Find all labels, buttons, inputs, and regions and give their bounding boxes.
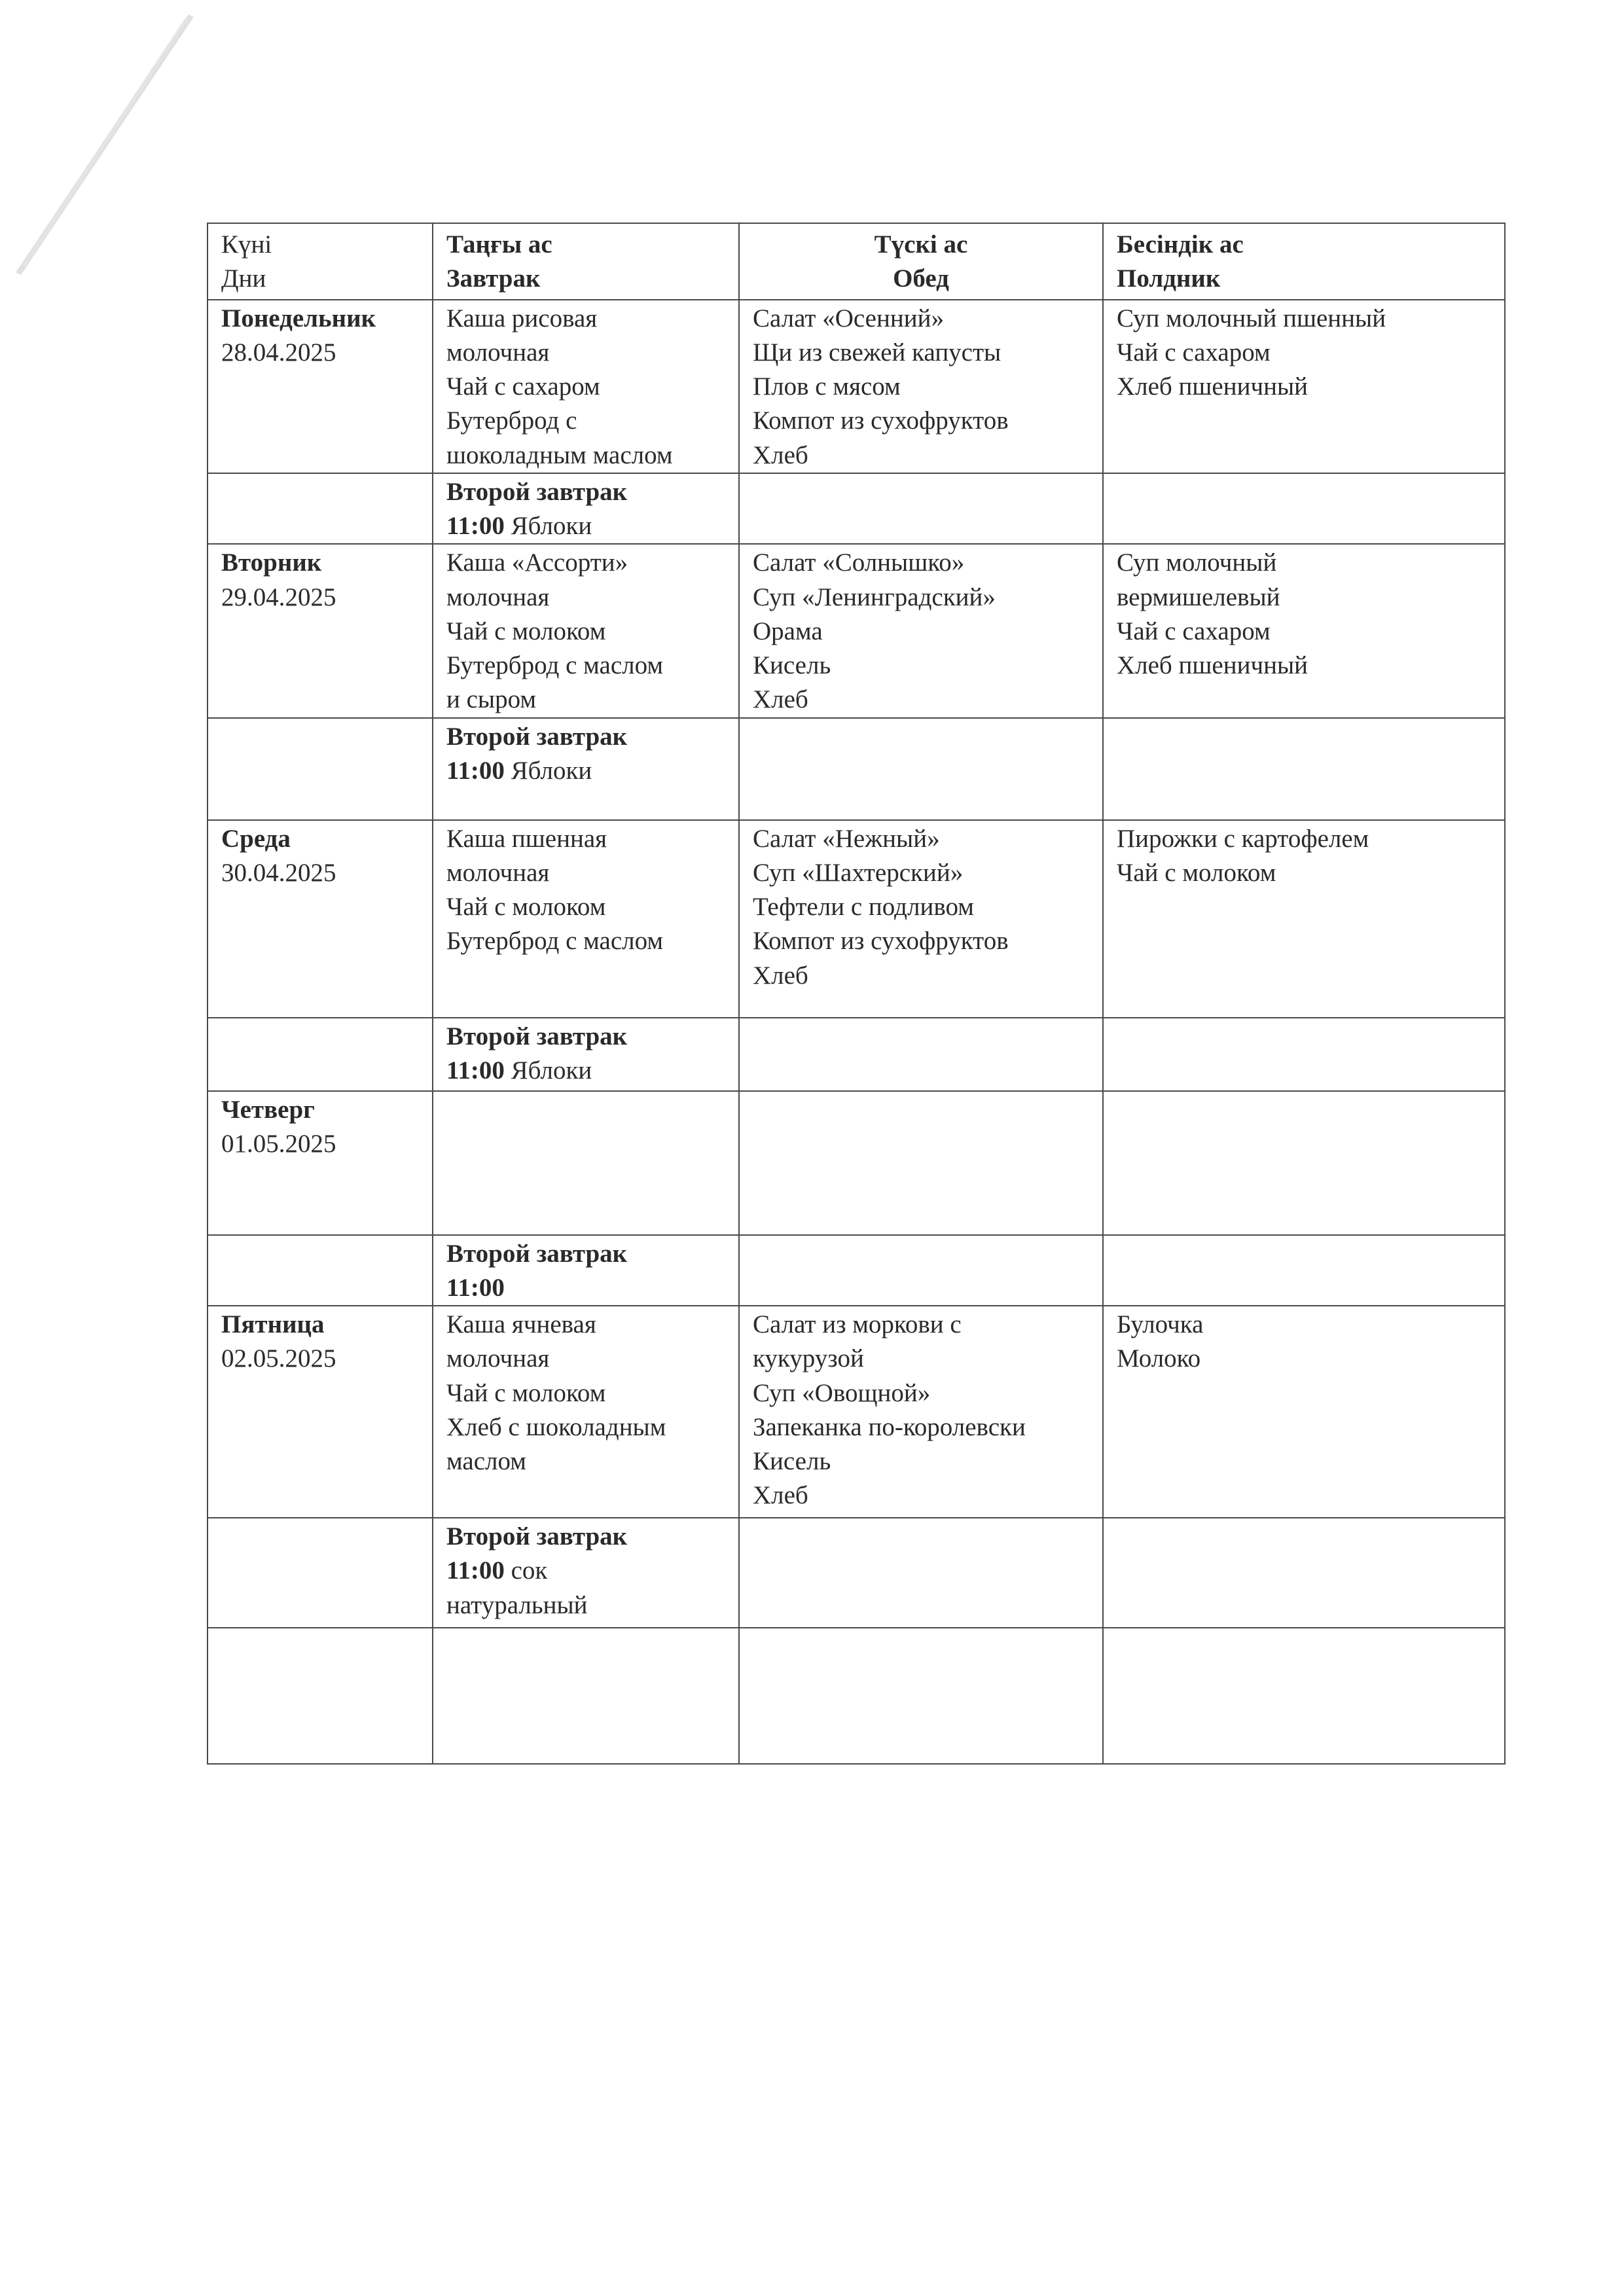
breakfast-item: маслом (446, 1447, 526, 1475)
day-cell (208, 544, 433, 717)
snack-item: Хлеб пшеничный (1117, 372, 1308, 401)
second-breakfast-cell (433, 718, 739, 820)
breakfast-item: молочная (446, 583, 550, 611)
second-breakfast-cell (433, 473, 739, 545)
breakfast-item: Каша пшенная (446, 824, 607, 853)
second-breakfast-row (208, 1018, 1505, 1091)
snack-cell (1103, 820, 1505, 1018)
empty-cell (739, 473, 1103, 545)
lunch-item: Щи из свежей капусты (753, 338, 1001, 367)
lunch-item: Суп «Овощной» (753, 1378, 931, 1407)
second-breakfast-label: Второй завтрак (446, 477, 628, 506)
second-breakfast-line (446, 1271, 725, 1305)
day-cell (208, 300, 433, 473)
second-breakfast-row (208, 473, 1505, 545)
empty-cell (739, 1018, 1103, 1091)
lunch-cell (739, 1306, 1103, 1518)
second-breakfast-time: 11:00 (446, 756, 505, 785)
day-name: Вторник (221, 548, 322, 577)
empty-cell (208, 1235, 433, 1306)
empty-cell (208, 473, 433, 545)
empty-cell (1103, 1235, 1505, 1306)
lunch-item: Компот из сухофруктов (753, 406, 1009, 435)
breakfast-item: Чай с сахаром (446, 372, 600, 401)
empty-row (208, 1628, 1505, 1764)
header-days: Күні Дни (208, 223, 433, 300)
snack-cell (1103, 1091, 1505, 1235)
lunch-item: Салат «Осенний» (753, 304, 944, 332)
breakfast-cell (433, 820, 739, 1018)
second-breakfast-item: Яблоки (511, 512, 592, 540)
breakfast-item: Бутерброд с маслом (446, 927, 664, 956)
second-breakfast-time: 11:00 (446, 1556, 505, 1585)
second-breakfast-item: Яблоки (511, 1056, 592, 1085)
breakfast-item: молочная (446, 858, 550, 887)
lunch-item: Плов с мясом (753, 372, 901, 401)
second-breakfast-label: Второй завтрак (446, 1239, 628, 1268)
second-breakfast-item: Яблоки (511, 756, 592, 785)
lunch-item: Хлеб (753, 961, 808, 990)
empty-cell (739, 1235, 1103, 1306)
second-breakfast-line (446, 1554, 725, 1588)
day-name: Среда (221, 824, 291, 853)
day-row (208, 544, 1505, 717)
breakfast-item: молочная (446, 1344, 550, 1373)
lunch-item: Салат «Солнышко» (753, 548, 965, 577)
scan-streak-mark (13, 13, 223, 288)
empty-cell (739, 718, 1103, 820)
second-breakfast-time: 11:00 (446, 1273, 505, 1302)
empty-cell (208, 1018, 433, 1091)
second-breakfast-line (446, 509, 725, 543)
empty-cell (739, 1518, 1103, 1628)
lunch-item: Компот из сухофруктов (753, 927, 1009, 956)
empty-cell (1103, 473, 1505, 545)
day-date: 30.04.2025 (221, 858, 336, 887)
breakfast-item: Чай с молоком (446, 617, 606, 645)
breakfast-item: и сыром (446, 685, 537, 714)
breakfast-cell (433, 300, 739, 473)
second-breakfast-cell (433, 1235, 739, 1306)
lunch-cell (739, 1091, 1103, 1235)
snack-item: Суп молочный (1117, 548, 1277, 577)
empty-cell (1103, 718, 1505, 820)
breakfast-item: шоколадным маслом (446, 440, 673, 469)
header-snack: Бесіндік ас Полдник (1103, 223, 1505, 300)
breakfast-cell (433, 544, 739, 717)
day-date: 02.05.2025 (221, 1344, 336, 1373)
breakfast-item: Хлеб с шоколадным (446, 1412, 666, 1441)
snack-item: вермишелевый (1117, 583, 1280, 611)
breakfast-cell (433, 1091, 739, 1235)
lunch-item: Орама (753, 617, 823, 645)
second-breakfast-line (446, 754, 725, 788)
breakfast-item: Чай с молоком (446, 893, 606, 921)
day-date: 28.04.2025 (221, 338, 336, 367)
header-row (208, 223, 1505, 300)
lunch-item: Тефтели с подливом (753, 893, 974, 921)
breakfast-item: Чай с молоком (446, 1378, 606, 1407)
days-body (208, 300, 1505, 1628)
second-breakfast-time: 11:00 (446, 512, 505, 540)
second-breakfast-time: 11:00 (446, 1056, 505, 1085)
second-breakfast-row (208, 718, 1505, 820)
breakfast-cell (433, 1306, 739, 1518)
day-cell (208, 1306, 433, 1518)
day-date: 29.04.2025 (221, 583, 336, 611)
empty-cell (208, 1628, 433, 1764)
second-breakfast-item-cont: натуральный (446, 1590, 588, 1619)
empty-cell (1103, 1628, 1505, 1764)
day-row (208, 1091, 1505, 1235)
lunch-item: Хлеб (753, 685, 808, 714)
snack-item: Булочка (1117, 1310, 1204, 1338)
second-breakfast-label: Второй завтрак (446, 722, 628, 751)
second-breakfast-label: Второй завтрак (446, 1522, 628, 1551)
day-row (208, 1306, 1505, 1518)
lunch-item: Салат из моркови с (753, 1310, 962, 1338)
empty-cell (208, 1518, 433, 1628)
day-row (208, 300, 1505, 473)
header-breakfast: Таңғы ас Завтрак (433, 223, 739, 300)
second-breakfast-item: сок (511, 1556, 548, 1585)
snack-item: Суп молочный пшенный (1117, 304, 1386, 332)
snack-item: Чай с молоком (1117, 858, 1276, 887)
empty-cell (433, 1628, 739, 1764)
lunch-item: Кисель (753, 1447, 831, 1475)
day-cell (208, 1091, 433, 1235)
empty-cell (1103, 1518, 1505, 1628)
day-name: Пятница (221, 1310, 325, 1338)
second-breakfast-row (208, 1518, 1505, 1628)
snack-item: Пирожки с картофелем (1117, 824, 1369, 853)
menu-table (207, 223, 1506, 1765)
second-breakfast-line (446, 1054, 725, 1088)
snack-cell (1103, 544, 1505, 717)
lunch-item: Кисель (753, 651, 831, 679)
snack-item: Молоко (1117, 1344, 1201, 1373)
day-date: 01.05.2025 (221, 1129, 336, 1158)
breakfast-item: Бутерброд с маслом (446, 651, 664, 679)
lunch-item: Салат «Нежный» (753, 824, 940, 853)
lunch-item: кукурузой (753, 1344, 864, 1373)
second-breakfast-cell (433, 1518, 739, 1628)
lunch-cell (739, 820, 1103, 1018)
day-cell (208, 820, 433, 1018)
breakfast-item: молочная (446, 338, 550, 367)
empty-cell (739, 1628, 1103, 1764)
day-name: Четверг (221, 1095, 315, 1124)
empty-cell (1103, 1018, 1505, 1091)
breakfast-item: Каша рисовая (446, 304, 598, 332)
second-breakfast-cell (433, 1018, 739, 1091)
second-breakfast-row (208, 1235, 1505, 1306)
lunch-cell (739, 544, 1103, 717)
lunch-item: Суп «Ленинградский» (753, 583, 996, 611)
lunch-item: Хлеб (753, 440, 808, 469)
snack-item: Хлеб пшеничный (1117, 651, 1308, 679)
day-row (208, 820, 1505, 1018)
lunch-cell (739, 300, 1103, 473)
snack-cell (1103, 1306, 1505, 1518)
breakfast-item: Каша ячневая (446, 1310, 596, 1338)
snack-item: Чай с сахаром (1117, 338, 1271, 367)
breakfast-item: Каша «Ассорти» (446, 548, 628, 577)
day-name: Понедельник (221, 304, 376, 332)
empty-cell (208, 718, 433, 820)
header-lunch: Түскі ас Обед (739, 223, 1103, 300)
snack-item: Чай с сахаром (1117, 617, 1271, 645)
lunch-item: Суп «Шахтерский» (753, 858, 964, 887)
lunch-item: Хлеб (753, 1481, 808, 1510)
second-breakfast-label: Второй завтрак (446, 1022, 628, 1050)
breakfast-item: Бутерброд с (446, 406, 577, 435)
lunch-item: Запеканка по-королевски (753, 1412, 1026, 1441)
snack-cell (1103, 300, 1505, 473)
